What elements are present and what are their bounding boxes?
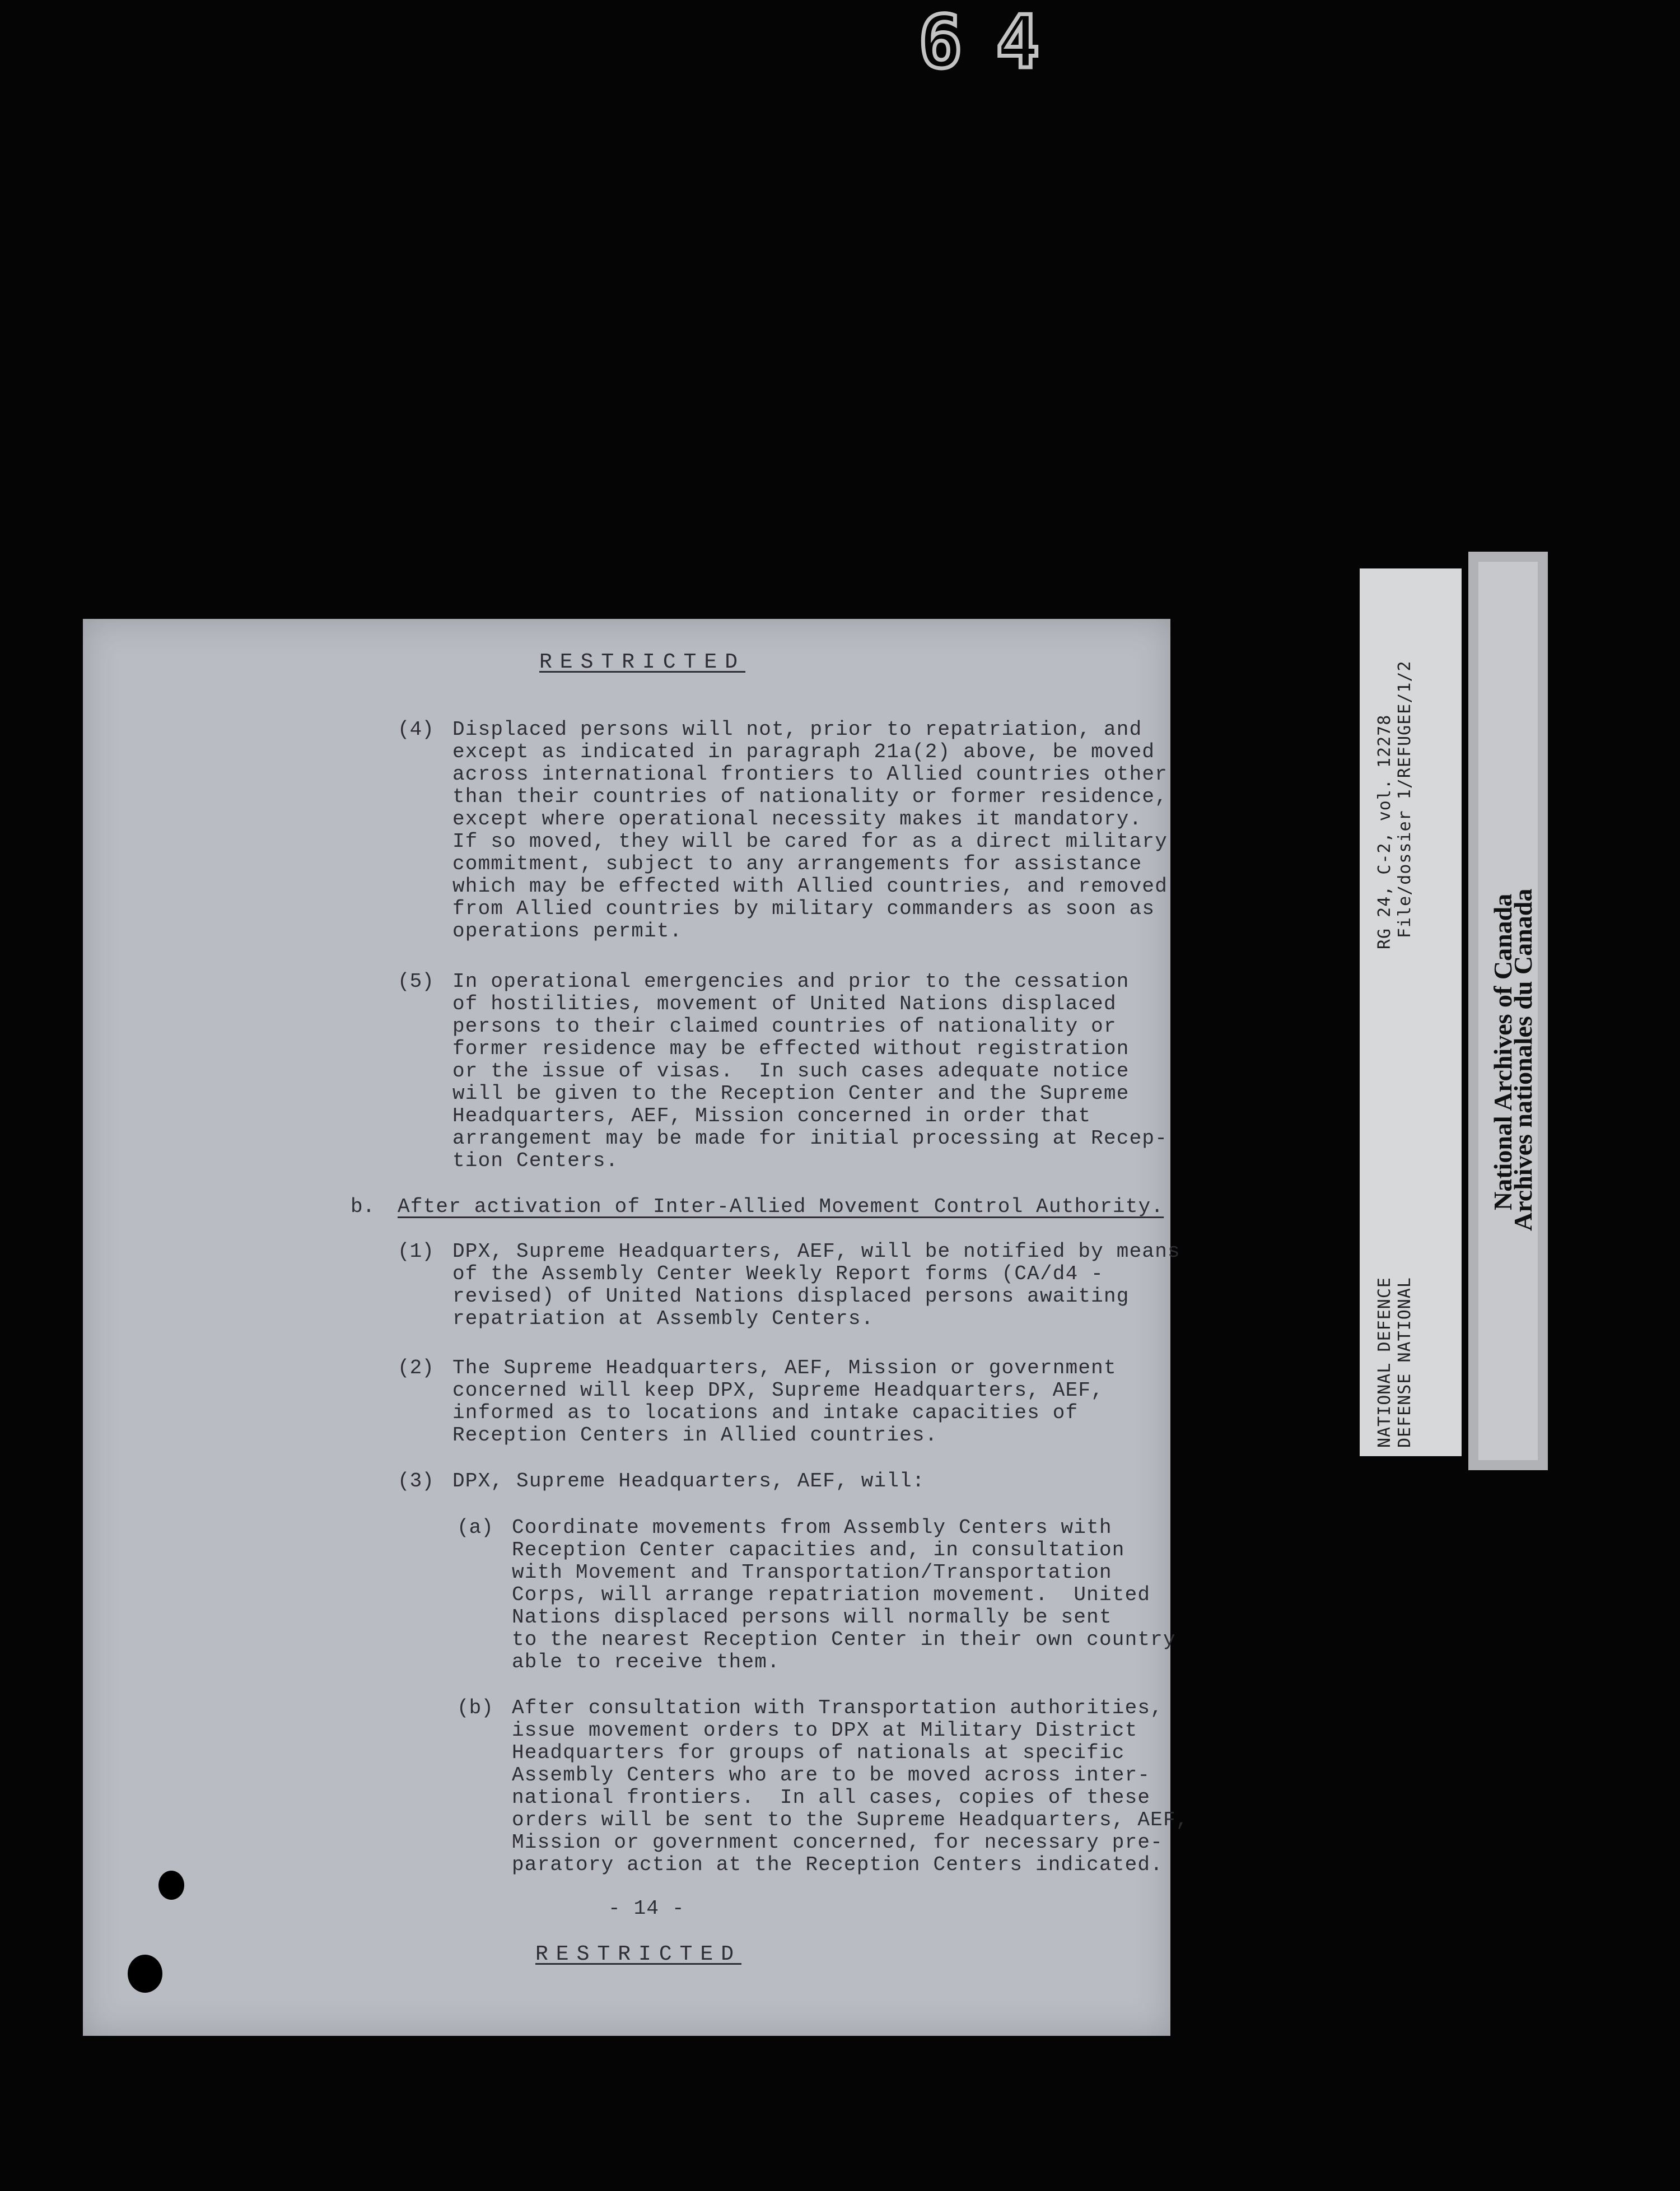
text-line: of the Assembly Center Weekly Report forms (CA/d4 -	[452, 1262, 1104, 1285]
archive-name-en: National Archives of Canada	[1488, 893, 1517, 1210]
text-line: DPX, Supreme Headquarters, AEF, will:	[452, 1470, 925, 1493]
header-restricted: RESTRICTED	[539, 650, 746, 674]
text-line: repatriation at Assembly Centers.	[452, 1307, 874, 1330]
text-line: concerned will keep DPX, Supreme Headquarters, AEF,	[452, 1379, 1104, 1402]
text-line: In operational emergencies and prior to the cessation	[452, 970, 1130, 993]
text-line: across international frontiers to Allied countries other	[452, 763, 1168, 786]
text-line: Coordinate movements from Assembly Centers with	[512, 1516, 1112, 1539]
text-line: Corps, will arrange repatriation movement. United	[512, 1583, 1151, 1606]
section-label-b: b.	[351, 1195, 375, 1218]
text-line: Reception Centers in Allied countries.	[452, 1424, 938, 1447]
archive-name-label	[1468, 552, 1548, 1470]
archive-name-inner	[1478, 562, 1538, 1460]
text-line: arrangement may be made for initial processing at Recep-	[452, 1127, 1168, 1150]
archive-reference-label	[1360, 568, 1462, 1456]
item-label-2: (2)	[398, 1356, 434, 1379]
text-line: paratory action at the Reception Centers indicated.	[512, 1853, 1163, 1876]
section-heading-b: After activation of Inter-Allied Movement Control Authority.	[398, 1195, 1164, 1218]
text-line: issue movement orders to DPX at Military District	[512, 1719, 1138, 1742]
text-line: tion Centers.	[452, 1149, 619, 1172]
item-label-4: (4)	[398, 718, 434, 741]
text-line: Nations displaced persons will normally be sent	[512, 1606, 1112, 1629]
text-line: Headquarters for groups of nationals at specific	[512, 1741, 1125, 1764]
text-line: Displaced persons will not, prior to repatriation, and	[452, 718, 1142, 741]
punch-hole	[128, 1955, 162, 1993]
text-line: orders will be sent to the Supreme Headquarters, AEF,	[512, 1808, 1189, 1831]
text-line: except as indicated in paragraph 21a(2) above, be moved	[452, 740, 1155, 763]
text-line: Assembly Centers who are to be moved across inter-	[512, 1764, 1151, 1787]
item-label-b: (b)	[457, 1696, 493, 1719]
text-line: If so moved, they will be cared for as a direct military	[452, 830, 1168, 853]
text-line: national frontiers. In all cases, copies of these	[512, 1786, 1151, 1809]
archive-name-fr: Archives nationales du Canada	[1509, 888, 1537, 1231]
archive-reference-line2: File/dossier 1/REFUGEE/1/2	[1395, 660, 1415, 938]
text-line: able to receive them.	[512, 1651, 780, 1673]
item-label-5: (5)	[398, 970, 434, 993]
text-line: Headquarters, AEF, Mission concerned in order that	[452, 1104, 1091, 1127]
text-line: from Allied countries by military commanders as soon as	[452, 897, 1155, 920]
footer-restricted: RESTRICTED	[535, 1942, 742, 1966]
text-line: to the nearest Reception Center in their own country	[512, 1628, 1176, 1651]
document-page	[83, 619, 1189, 2036]
item-label-3: (3)	[398, 1470, 434, 1493]
text-line: commitment, subject to any arrangements for assistance	[452, 852, 1142, 875]
item-label-1: (1)	[398, 1240, 434, 1263]
text-line: former residence may be effected without registration	[452, 1037, 1130, 1060]
text-line: persons to their claimed countries of nationality or	[452, 1015, 1117, 1038]
text-line: revised) of United Nations displaced persons awaiting	[452, 1285, 1130, 1308]
archive-department-line2: DEFENSE NATIONAL	[1395, 1277, 1415, 1448]
text-line: than their countries of nationality or former residence,	[452, 785, 1168, 808]
page-number: - 14 -	[608, 1897, 685, 1920]
text-line: of hostilities, movement of United Nations displaced	[452, 992, 1117, 1015]
text-line: informed as to locations and intake capacities of	[452, 1401, 1079, 1424]
archive-department-line1: NATIONAL DEFENCE	[1375, 1277, 1394, 1448]
text-line: DPX, Supreme Headquarters, AEF, will be notified by means	[452, 1240, 1180, 1263]
text-line: operations permit.	[452, 920, 683, 943]
archive-reference-line1: RG 24, C-2, vol. 12278	[1375, 714, 1394, 949]
text-line: The Supreme Headquarters, AEF, Mission or government	[452, 1356, 1117, 1379]
text-line: except where operational necessity makes it mandatory.	[452, 808, 1142, 831]
punch-hole	[158, 1871, 184, 1900]
frame-number: 64	[918, 0, 1074, 85]
text-line: which may be effected with Allied countries, and removed	[452, 875, 1168, 898]
item-label-a: (a)	[457, 1516, 493, 1539]
text-line: Mission or government concerned, for necessary pre-	[512, 1831, 1163, 1854]
text-line: After consultation with Transportation authorities,	[512, 1696, 1163, 1719]
text-line: with Movement and Transportation/Transportation	[512, 1561, 1112, 1584]
text-line: or the issue of visas. In such cases adequate notice	[452, 1060, 1130, 1083]
text-line: Reception Center capacities and, in consultation	[512, 1539, 1125, 1561]
text-line: will be given to the Reception Center and the Supreme	[452, 1082, 1130, 1105]
